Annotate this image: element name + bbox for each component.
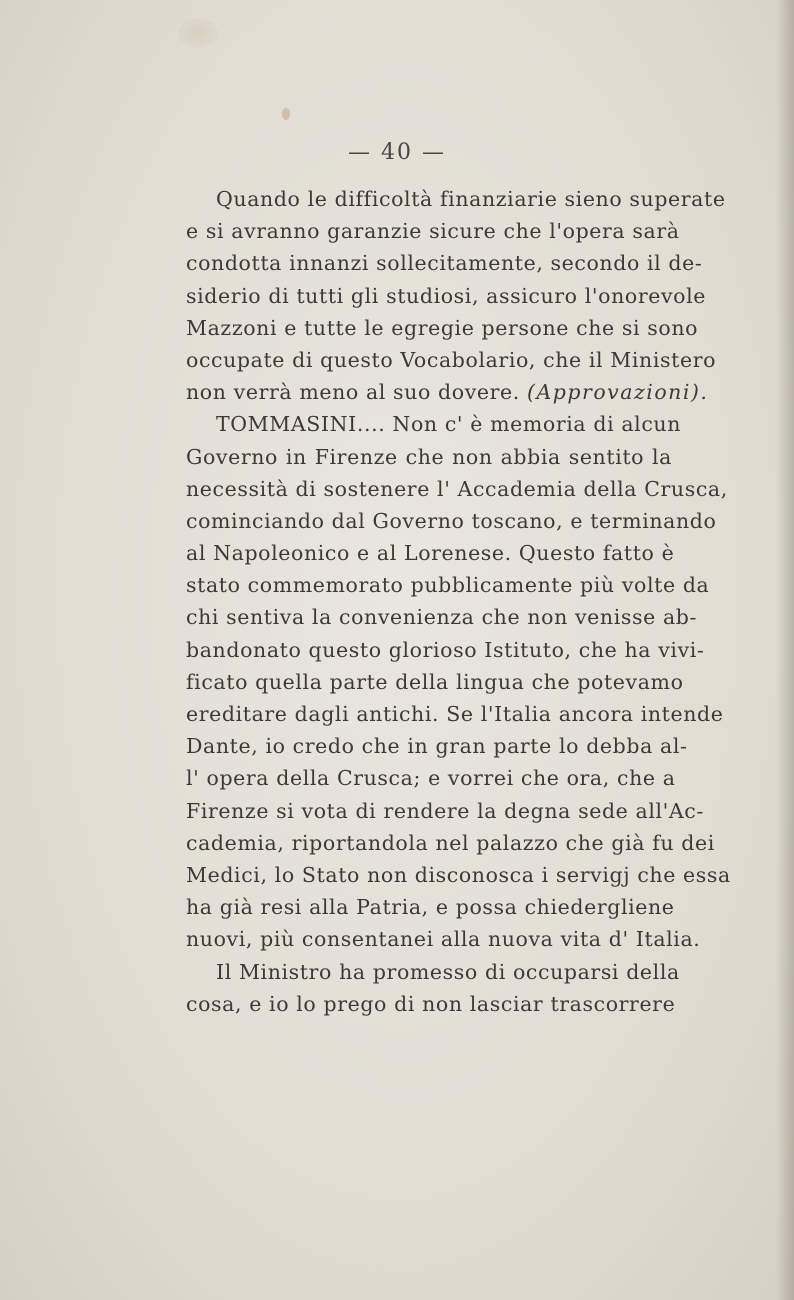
text-line-content: occupate di questo Vocabolario, che il Ministero — [186, 347, 717, 372]
ink-spot — [282, 108, 290, 120]
text-line-content: Dante, io credo che in gran parte lo debba al- — [186, 734, 688, 759]
text-line — [186, 537, 675, 569]
text-line — [186, 473, 728, 505]
text-line-content: Mazzoni e tutte le egregie persone che si sono — [186, 315, 699, 340]
text-line-content: l' opera della Crusca; e vorrei che ora, che a — [186, 766, 676, 791]
text-line — [186, 698, 724, 730]
page-edge-shadow — [776, 0, 794, 1300]
text-line-content: stato commemorato pubblicamente più volte da — [186, 573, 710, 598]
text-line-content: Il Ministro ha promesso di occuparsi della — [216, 959, 680, 984]
text-line-content: Medici, lo Stato non disconosca i servigj che essa — [186, 862, 731, 887]
text-line — [186, 956, 680, 988]
text-line-content: non verrà meno al suo dovere. — [186, 380, 520, 405]
text-line — [186, 762, 676, 794]
text-line-content: condotta innanzi sollecitamente, secondo il de- — [186, 251, 703, 276]
text-line — [186, 569, 710, 601]
text-line — [186, 280, 706, 312]
text-line-content: Governo in Firenze che non abbia sentito la — [186, 444, 672, 469]
text-line-content: Quando le difficoltà finanziarie sieno superate — [216, 187, 726, 211]
text-line-content: ha già resi alla Patria, e possa chiedergliene — [186, 895, 675, 920]
text-line — [186, 988, 676, 1020]
text-line — [186, 408, 682, 440]
text-line-content: nuovi, più consentanei alla nuova vita d' Italia. — [186, 927, 701, 952]
text-line-content: Firenze si vota di rendere la degna sede all'Ac- — [186, 798, 704, 823]
text-line — [186, 891, 675, 923]
page-number: — 40 — — [348, 140, 446, 165]
text-line — [186, 730, 688, 762]
text-line — [186, 505, 717, 537]
text-line — [186, 183, 726, 215]
text-line — [186, 923, 701, 955]
text-line-content: siderio di tutti gli studiosi, assicuro l'onorevole — [186, 283, 706, 308]
text-line — [186, 215, 680, 247]
text-line-content: ereditare dagli antichi. Se l'Italia ancora intende — [186, 702, 724, 726]
text-line-content: TOMMASINI.... Non c' è memoria di alcun — [216, 412, 682, 437]
text-line-content: al Napoleonico e al Lorenese. Questo fatto è — [186, 541, 675, 566]
body-text — [186, 183, 731, 1020]
text-line — [186, 666, 684, 698]
text-line — [186, 312, 699, 344]
text-line — [186, 795, 704, 827]
text-line — [186, 247, 703, 279]
text-line-content: cominciando dal Governo toscano, e terminando — [186, 508, 717, 533]
text-line-content: chi sentiva la convenienza che non venisse ab- — [186, 605, 698, 630]
text-line-content: cosa, e io lo prego di non lasciar trascorrere — [186, 991, 676, 1016]
text-line-content: cademia, riportandola nel palazzo che già fu dei — [186, 830, 715, 855]
text-line — [186, 859, 731, 891]
text-line-content: bandonato questo glorioso Istituto, che ha vivi- — [186, 637, 705, 662]
text-line — [186, 634, 705, 666]
text-line-content: ficato quella parte della lingua che potevamo — [186, 669, 684, 694]
text-line-content: necessità di sostenere l' Accademia della Crusca, — [186, 476, 728, 501]
text-line — [186, 344, 717, 376]
text-line — [186, 827, 715, 859]
stage-direction: (Approvazioni). — [526, 380, 709, 405]
text-line — [186, 441, 672, 473]
text-line — [186, 601, 698, 633]
text-line — [186, 376, 709, 408]
text-line-content: e si avranno garanzie sicure che l'opera sarà — [186, 219, 680, 244]
paper-stain — [178, 18, 218, 48]
